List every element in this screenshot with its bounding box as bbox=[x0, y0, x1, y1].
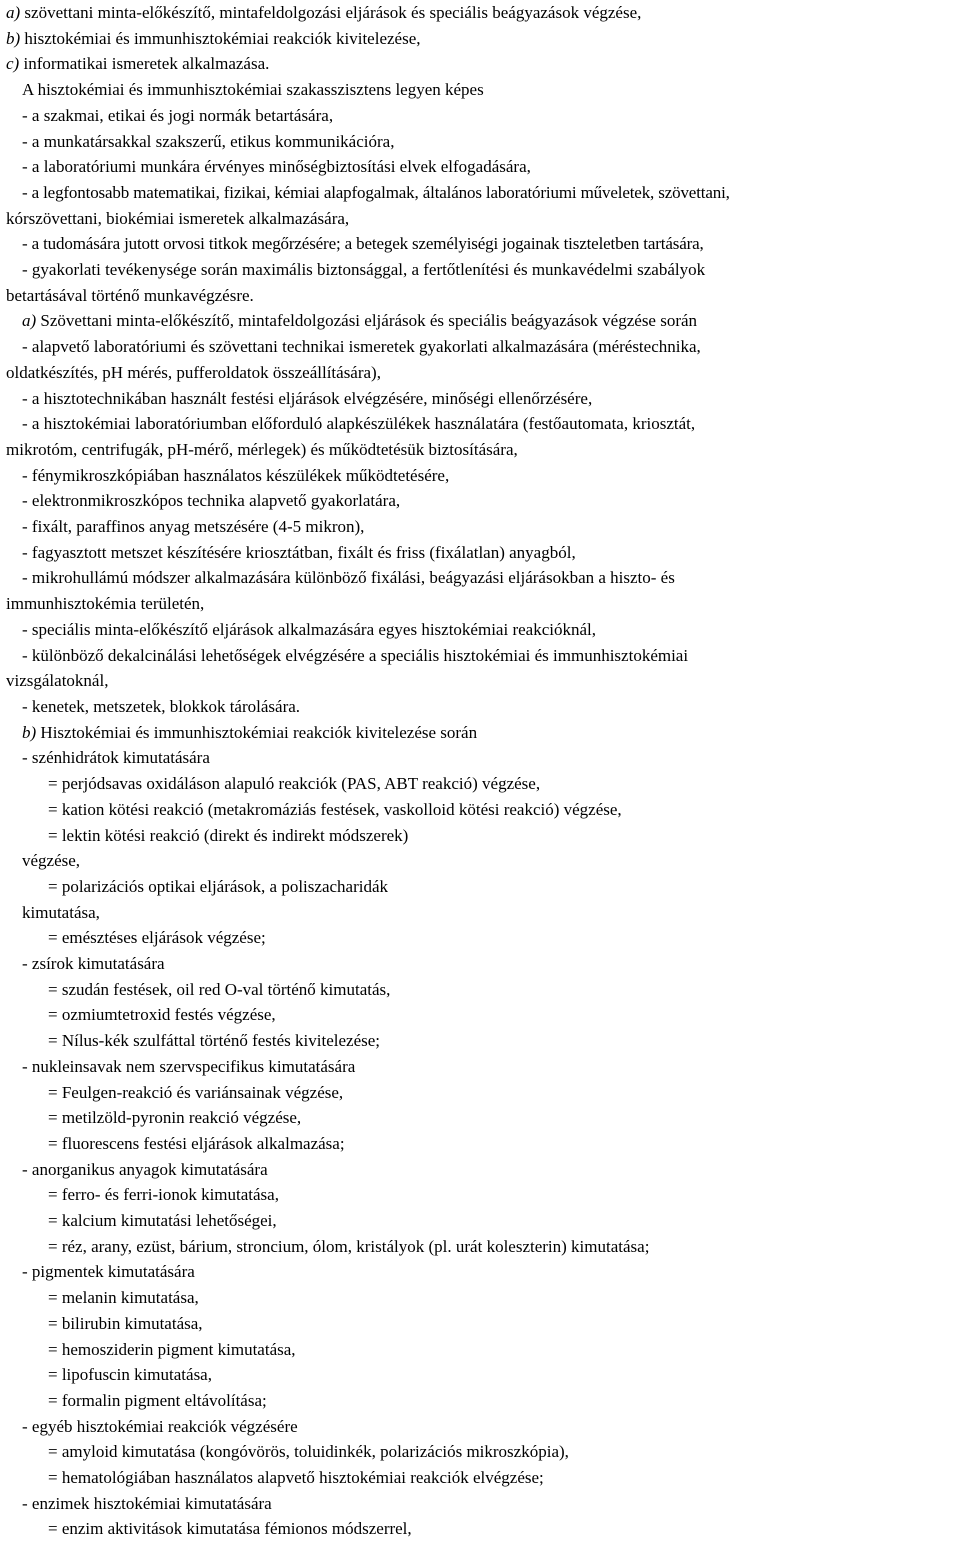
text-line bbox=[6, 1208, 956, 1234]
text-line bbox=[6, 668, 956, 694]
line-text: - a szakmai, etikai és jogi normák betartására, bbox=[22, 105, 334, 125]
text-line bbox=[6, 1002, 956, 1028]
line-text: kimutatása, bbox=[22, 902, 100, 922]
text-line bbox=[6, 1516, 956, 1542]
text-line bbox=[6, 77, 956, 103]
text-line bbox=[6, 1285, 956, 1311]
text-line bbox=[6, 514, 956, 540]
text-line bbox=[6, 360, 956, 386]
line-text: = melanin kimutatása, bbox=[48, 1288, 199, 1308]
text-line bbox=[6, 540, 956, 566]
line-text: oldatkészítés, pH mérés, pufferoldatok összeállítására), bbox=[6, 362, 381, 382]
text-line bbox=[6, 1311, 956, 1337]
line-text: = szudán festések, oil red O-val történő kimutatás, bbox=[48, 979, 391, 999]
text-line bbox=[6, 1105, 956, 1131]
text-line bbox=[6, 0, 956, 26]
line-text: - speciális minta-előkészítő eljárások alkalmazására egyes hisztokémiai reakcióknál, bbox=[22, 619, 596, 639]
line-text: = fluorescens festési eljárások alkalmazása; bbox=[48, 1133, 345, 1153]
text-line bbox=[6, 129, 956, 155]
text-line bbox=[6, 308, 956, 334]
text-line bbox=[6, 1182, 956, 1208]
line-text: Szövettani minta-előkészítő, mintafeldolgozási eljárások és speciális beágyazások végzése során bbox=[36, 311, 698, 331]
line-text: = emésztéses eljárások végzése; bbox=[48, 928, 266, 948]
line-text: = ozmiumtetroxid festés végzése, bbox=[48, 1005, 276, 1025]
text-line bbox=[6, 437, 956, 463]
text-line bbox=[6, 874, 956, 900]
line-text: = hemosziderin pigment kimutatása, bbox=[48, 1339, 296, 1359]
text-line bbox=[6, 180, 956, 206]
line-text: = Feulgen-reakció és variánsainak végzése, bbox=[48, 1082, 344, 1102]
text-line bbox=[6, 925, 956, 951]
line-text: - a legfontosabb matematikai, fizikai, kémiai alapfogalmak, általános laboratóriumi műveletek, szövettani, bbox=[22, 182, 730, 202]
line-text: mikrotóm, centrifugák, pH-mérő, mérlegek) és működtetésük biztosítására, bbox=[6, 439, 518, 459]
line-text: = amyloid kimutatása (kongóvörös, toluidinkék, polarizációs mikroszkópia), bbox=[48, 1442, 569, 1462]
text-line bbox=[6, 1259, 956, 1285]
line-text: immunhisztokémia területén, bbox=[6, 594, 205, 614]
text-line bbox=[6, 1388, 956, 1414]
text-line bbox=[6, 154, 956, 180]
text-line bbox=[6, 643, 956, 669]
line-text: = bilirubin kimutatása, bbox=[48, 1313, 203, 1333]
line-text: - elektronmikroszkópos technika alapvető gyakorlatára, bbox=[22, 491, 401, 511]
line-text: hisztokémiai és immunhisztokémiai reakciók kivitelezése, bbox=[20, 28, 421, 48]
line-text: végzése, bbox=[22, 851, 81, 871]
line-text: - a hisztokémiai laboratóriumban előforduló alapkészülékek használatára (festőautomata, kriosztát, bbox=[22, 414, 696, 434]
line-text: - fagyasztott metszet készítésére kriosztátban, fixált és friss (fixálatlan) anyagból, bbox=[22, 542, 576, 562]
text-line bbox=[6, 1439, 956, 1465]
line-text: szövettani minta-előkészítő, mintafeldolgozási eljárások és speciális beágyazások végzése, bbox=[20, 3, 642, 22]
text-line bbox=[6, 617, 956, 643]
text-line bbox=[6, 1054, 956, 1080]
line-text: - a laboratóriumi munkára érvényes minőségbiztosítási elvek elfogadására, bbox=[22, 157, 531, 177]
list-marker: a) bbox=[6, 3, 21, 22]
text-line bbox=[6, 411, 956, 437]
text-line bbox=[6, 900, 956, 926]
text-line bbox=[6, 1028, 956, 1054]
text-line bbox=[6, 51, 956, 77]
line-text: - mikrohullámú módszer alkalmazására különböző fixálási, beágyazási eljárásokban a hiszto- és bbox=[22, 568, 675, 588]
line-text: - kenetek, metszetek, blokkok tárolására. bbox=[22, 696, 301, 716]
line-text: = kation kötési reakció (metakromáziás festések, vaskolloid kötési reakció) végzése, bbox=[48, 799, 622, 819]
line-text: = perjódsavas oxidáláson alapuló reakciók (PAS, ABT reakció) végzése, bbox=[48, 774, 541, 794]
list-marker: b) bbox=[22, 722, 37, 742]
line-text: = réz, arany, ezüst, bárium, stroncium, ólom, kristályok (pl. urát koleszterin) kimutatása; bbox=[48, 1236, 650, 1256]
line-text: - fénymikroszkópiában használatos készülékek működtetésére, bbox=[22, 465, 450, 485]
text-line bbox=[6, 1131, 956, 1157]
line-text: vizsgálatoknál, bbox=[6, 671, 109, 691]
line-text: - fixált, paraffinos anyag metszésére (4-5 mikron), bbox=[22, 517, 365, 537]
line-text: = polarizációs optikai eljárások, a poliszacharidák bbox=[48, 876, 389, 896]
line-text: = Nílus-kék szulfáttal történő festés kivitelezése; bbox=[48, 1031, 381, 1051]
line-text: - alapvető laboratóriumi és szövettani technikai ismeretek gyakorlati alkalmazására (méréstechnika, bbox=[22, 337, 701, 357]
text-line bbox=[6, 694, 956, 720]
line-text: - a hisztotechnikában használt festési eljárások elvégzésére, minőségi ellenőrzésére, bbox=[22, 388, 593, 408]
list-marker: c) bbox=[6, 54, 20, 74]
line-text: = enzim aktivitások kimutatása fémionos módszerrel, bbox=[48, 1519, 412, 1539]
line-text: - zsírok kimutatására bbox=[22, 954, 165, 974]
text-line bbox=[6, 797, 956, 823]
line-text: - a tudomására jutott orvosi titkok megőrzésére; a betegek személyiségi jogainak tiszteletben tartására, bbox=[22, 234, 704, 254]
line-text: - különböző dekalcinálási lehetőségek elvégzésére a speciális hisztokémiai és immunhisztokémiai bbox=[22, 645, 689, 665]
line-text: Hisztokémiai és immunhisztokémiai reakciók kivitelezése során bbox=[36, 722, 478, 742]
text-line bbox=[6, 1080, 956, 1106]
line-text: A hisztokémiai és immunhisztokémiai szakasszisztens legyen képes bbox=[22, 80, 484, 100]
text-line bbox=[6, 386, 956, 412]
text-line bbox=[6, 1465, 956, 1491]
line-text: - szénhidrátok kimutatására bbox=[22, 748, 210, 768]
line-text: - gyakorlati tevékenysége során maximális biztonsággal, a fertőtlenítési és munkavédelmi szabályok bbox=[22, 260, 706, 280]
text-line bbox=[6, 206, 956, 232]
text-line bbox=[6, 977, 956, 1003]
text-line bbox=[6, 951, 956, 977]
text-line bbox=[6, 1362, 956, 1388]
line-text: - enzimek hisztokémiai kimutatására bbox=[22, 1493, 272, 1513]
line-text: = kalcium kimutatási lehetőségei, bbox=[48, 1211, 277, 1231]
text-line bbox=[6, 848, 956, 874]
text-line bbox=[6, 463, 956, 489]
list-marker: a) bbox=[22, 311, 37, 331]
text-line bbox=[6, 1157, 956, 1183]
line-text: - a munkatársakkal szakszerű, etikus kommunikációra, bbox=[22, 131, 395, 151]
text-line bbox=[6, 565, 956, 591]
line-text: - pigmentek kimutatására bbox=[22, 1262, 195, 1282]
text-line bbox=[6, 26, 956, 52]
text-line bbox=[6, 103, 956, 129]
text-line bbox=[6, 823, 956, 849]
text-line bbox=[6, 1491, 956, 1517]
line-text: - nukleinsavak nem szervspecifikus kimutatására bbox=[22, 1056, 356, 1076]
text-line bbox=[6, 1234, 956, 1260]
line-text: = lektin kötési reakció (direkt és indirekt módszerek) bbox=[48, 825, 409, 845]
line-text: = formalin pigment eltávolítása; bbox=[48, 1390, 267, 1410]
line-text: = metilzöld-pyronin reakció végzése, bbox=[48, 1108, 302, 1128]
text-line bbox=[6, 591, 956, 617]
line-text: = hematológiában használatos alapvető hisztokémiai reakciók elvégzése; bbox=[48, 1468, 544, 1488]
line-text: - egyéb hisztokémiai reakciók végzésére bbox=[22, 1416, 298, 1436]
line-text: informatikai ismeretek alkalmazása. bbox=[19, 54, 270, 74]
text-line bbox=[6, 1337, 956, 1363]
text-line bbox=[6, 257, 956, 283]
text-line bbox=[6, 771, 956, 797]
text-line bbox=[6, 720, 956, 746]
line-text: = lipofuscin kimutatása, bbox=[48, 1365, 212, 1385]
text-line bbox=[6, 283, 956, 309]
line-text: - anorganikus anyagok kimutatására bbox=[22, 1159, 268, 1179]
text-line bbox=[6, 1414, 956, 1440]
text-line bbox=[6, 231, 956, 257]
text-line bbox=[6, 488, 956, 514]
line-text: = ferro- és ferri-ionok kimutatása, bbox=[48, 1185, 279, 1205]
text-line bbox=[6, 745, 956, 771]
list-marker: b) bbox=[6, 28, 21, 48]
text-line bbox=[6, 334, 956, 360]
line-text: kórszövettani, biokémiai ismeretek alkalmazására, bbox=[6, 208, 350, 228]
line-text: betartásával történő munkavégzésre. bbox=[6, 285, 254, 305]
